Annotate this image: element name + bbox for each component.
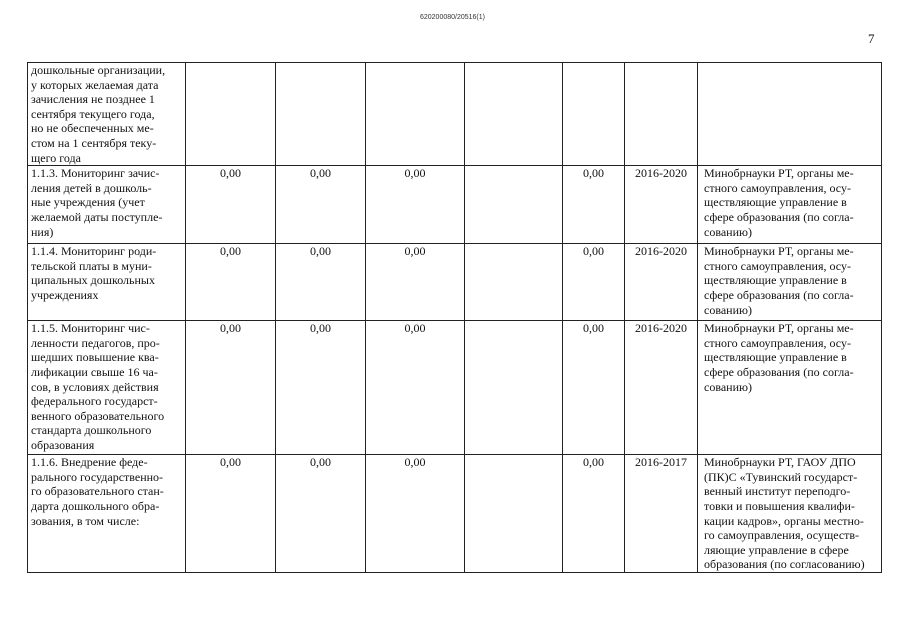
responsible-cell: Минобрнауки РТ, ГАОУ ДПО (ПК)С «Тувинский государст- венный институт переподго- товки и повышения квалифи- кации кадров», органы местно- го самоуправления, осуществ- ляющие управление в сфере образования (по согласованию) <box>698 455 882 573</box>
table-row <box>28 455 882 573</box>
period-cell: 2016-2020 <box>625 244 698 321</box>
responsible-cell: Минобрнауки РТ, органы ме- стного самоуправления, осу- ществляющие управление в сфере образования (по согла- сованию) <box>698 244 882 321</box>
value-cell <box>276 63 366 166</box>
table-row <box>28 63 882 166</box>
value-cell <box>465 63 563 166</box>
value-cell: 0,00 <box>186 166 276 244</box>
measure-name-cell: дошкольные организации, у которых желаемая дата зачисления не позднее 1 сентября текущего года, но не обеспеченных ме- стом на 1 сентября теку- щего года <box>28 63 186 166</box>
value-cell <box>465 244 563 321</box>
value-cell: 0,00 <box>186 455 276 573</box>
value-cell <box>563 63 625 166</box>
value-cell <box>186 63 276 166</box>
measure-name-cell: 1.1.4. Мониторинг роди- тельской платы в муни- ципальных дошкольных учреждениях <box>28 244 186 321</box>
table-row <box>28 166 882 244</box>
value-cell: 0,00 <box>563 244 625 321</box>
period-cell: 2016-2017 <box>625 455 698 573</box>
value-cell: 0,00 <box>366 455 465 573</box>
value-cell <box>465 455 563 573</box>
value-cell: 0,00 <box>366 166 465 244</box>
value-cell: 0,00 <box>276 321 366 455</box>
table-row <box>28 244 882 321</box>
value-cell: 0,00 <box>276 166 366 244</box>
responsible-cell <box>698 63 882 166</box>
period-cell <box>625 63 698 166</box>
page-number: 7 <box>868 31 875 46</box>
value-cell: 0,00 <box>276 455 366 573</box>
value-cell: 0,00 <box>563 166 625 244</box>
value-cell: 0,00 <box>366 244 465 321</box>
program-measures-table <box>27 62 882 573</box>
period-cell: 2016-2020 <box>625 321 698 455</box>
value-cell: 0,00 <box>186 244 276 321</box>
value-cell <box>366 63 465 166</box>
value-cell: 0,00 <box>276 244 366 321</box>
period-cell: 2016-2020 <box>625 166 698 244</box>
value-cell <box>465 166 563 244</box>
value-cell: 0,00 <box>186 321 276 455</box>
value-cell: 0,00 <box>563 321 625 455</box>
responsible-cell: Минобрнауки РТ, органы ме- стного самоуправления, осу- ществляющие управление в сфере образования (по согла- сованию) <box>698 321 882 455</box>
value-cell: 0,00 <box>563 455 625 573</box>
table-row <box>28 321 882 455</box>
measure-name-cell: 1.1.3. Мониторинг зачис- ления детей в дошколь- ные учреждения (учет желаемой даты поступле- ния) <box>28 166 186 244</box>
value-cell: 0,00 <box>366 321 465 455</box>
measure-name-cell: 1.1.6. Внедрение феде- рального государственно- го образовательного стан- дарта дошкольного обра- зования, в том числе: <box>28 455 186 573</box>
document-id: 620200080/20516(1) <box>419 14 485 21</box>
measure-name-cell: 1.1.5. Мониторинг чис- ленности педагогов, про- шедших повышение ква- лификации свыше 16 ча- сов, в условиях действия федерального государст- венного образовательного стандарта дошкольного образования <box>28 321 186 455</box>
value-cell <box>465 321 563 455</box>
responsible-cell: Минобрнауки РТ, органы ме- стного самоуправления, осу- ществляющие управление в сфере образования (по согла- сованию) <box>698 166 882 244</box>
